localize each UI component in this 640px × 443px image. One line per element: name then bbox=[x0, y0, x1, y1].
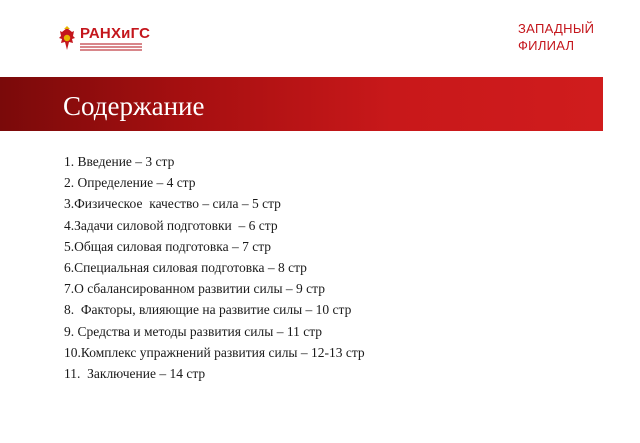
logo-subtitle-lines bbox=[80, 43, 142, 51]
branch-line-1: ЗАПАДНЫЙ bbox=[518, 21, 595, 36]
toc-item: 9. Средства и методы развития силы – 11 стр bbox=[64, 323, 323, 339]
toc-item: 8. Факторы, влияющие на развитие силы – 10 стр bbox=[64, 302, 352, 318]
logo-wordmark: РАНХиГС bbox=[80, 25, 151, 42]
toc-item: 11. Заключение – 14 стр bbox=[64, 366, 206, 382]
toc-item: 6.Специальная силовая подготовка – 8 стр bbox=[64, 260, 307, 276]
toc-item: 5.Общая силовая подготовка – 7 стр bbox=[64, 238, 272, 254]
branch-label bbox=[518, 20, 594, 54]
eagle-emblem-icon bbox=[58, 26, 76, 52]
ranepa-logo bbox=[58, 25, 151, 54]
toc-item: 4.Задачи силовой подготовки – 6 стр bbox=[64, 217, 278, 233]
toc-item: 2. Определение – 4 стр bbox=[64, 175, 196, 191]
table-of-contents bbox=[64, 151, 365, 384]
toc-item: 1. Введение – 3 стр bbox=[64, 154, 175, 169]
branch-line-2: ФИЛИАЛ bbox=[518, 38, 575, 53]
toc-item: 3.Физическое качество – сила – 5 стр bbox=[64, 196, 281, 212]
toc-item: 10.Комплекс упражнений развития силы – 12-13 стр bbox=[64, 344, 365, 360]
slide-title: Содержание bbox=[63, 91, 205, 121]
toc-item: 7.О сбалансированном развитии силы – 9 стр bbox=[64, 281, 325, 297]
